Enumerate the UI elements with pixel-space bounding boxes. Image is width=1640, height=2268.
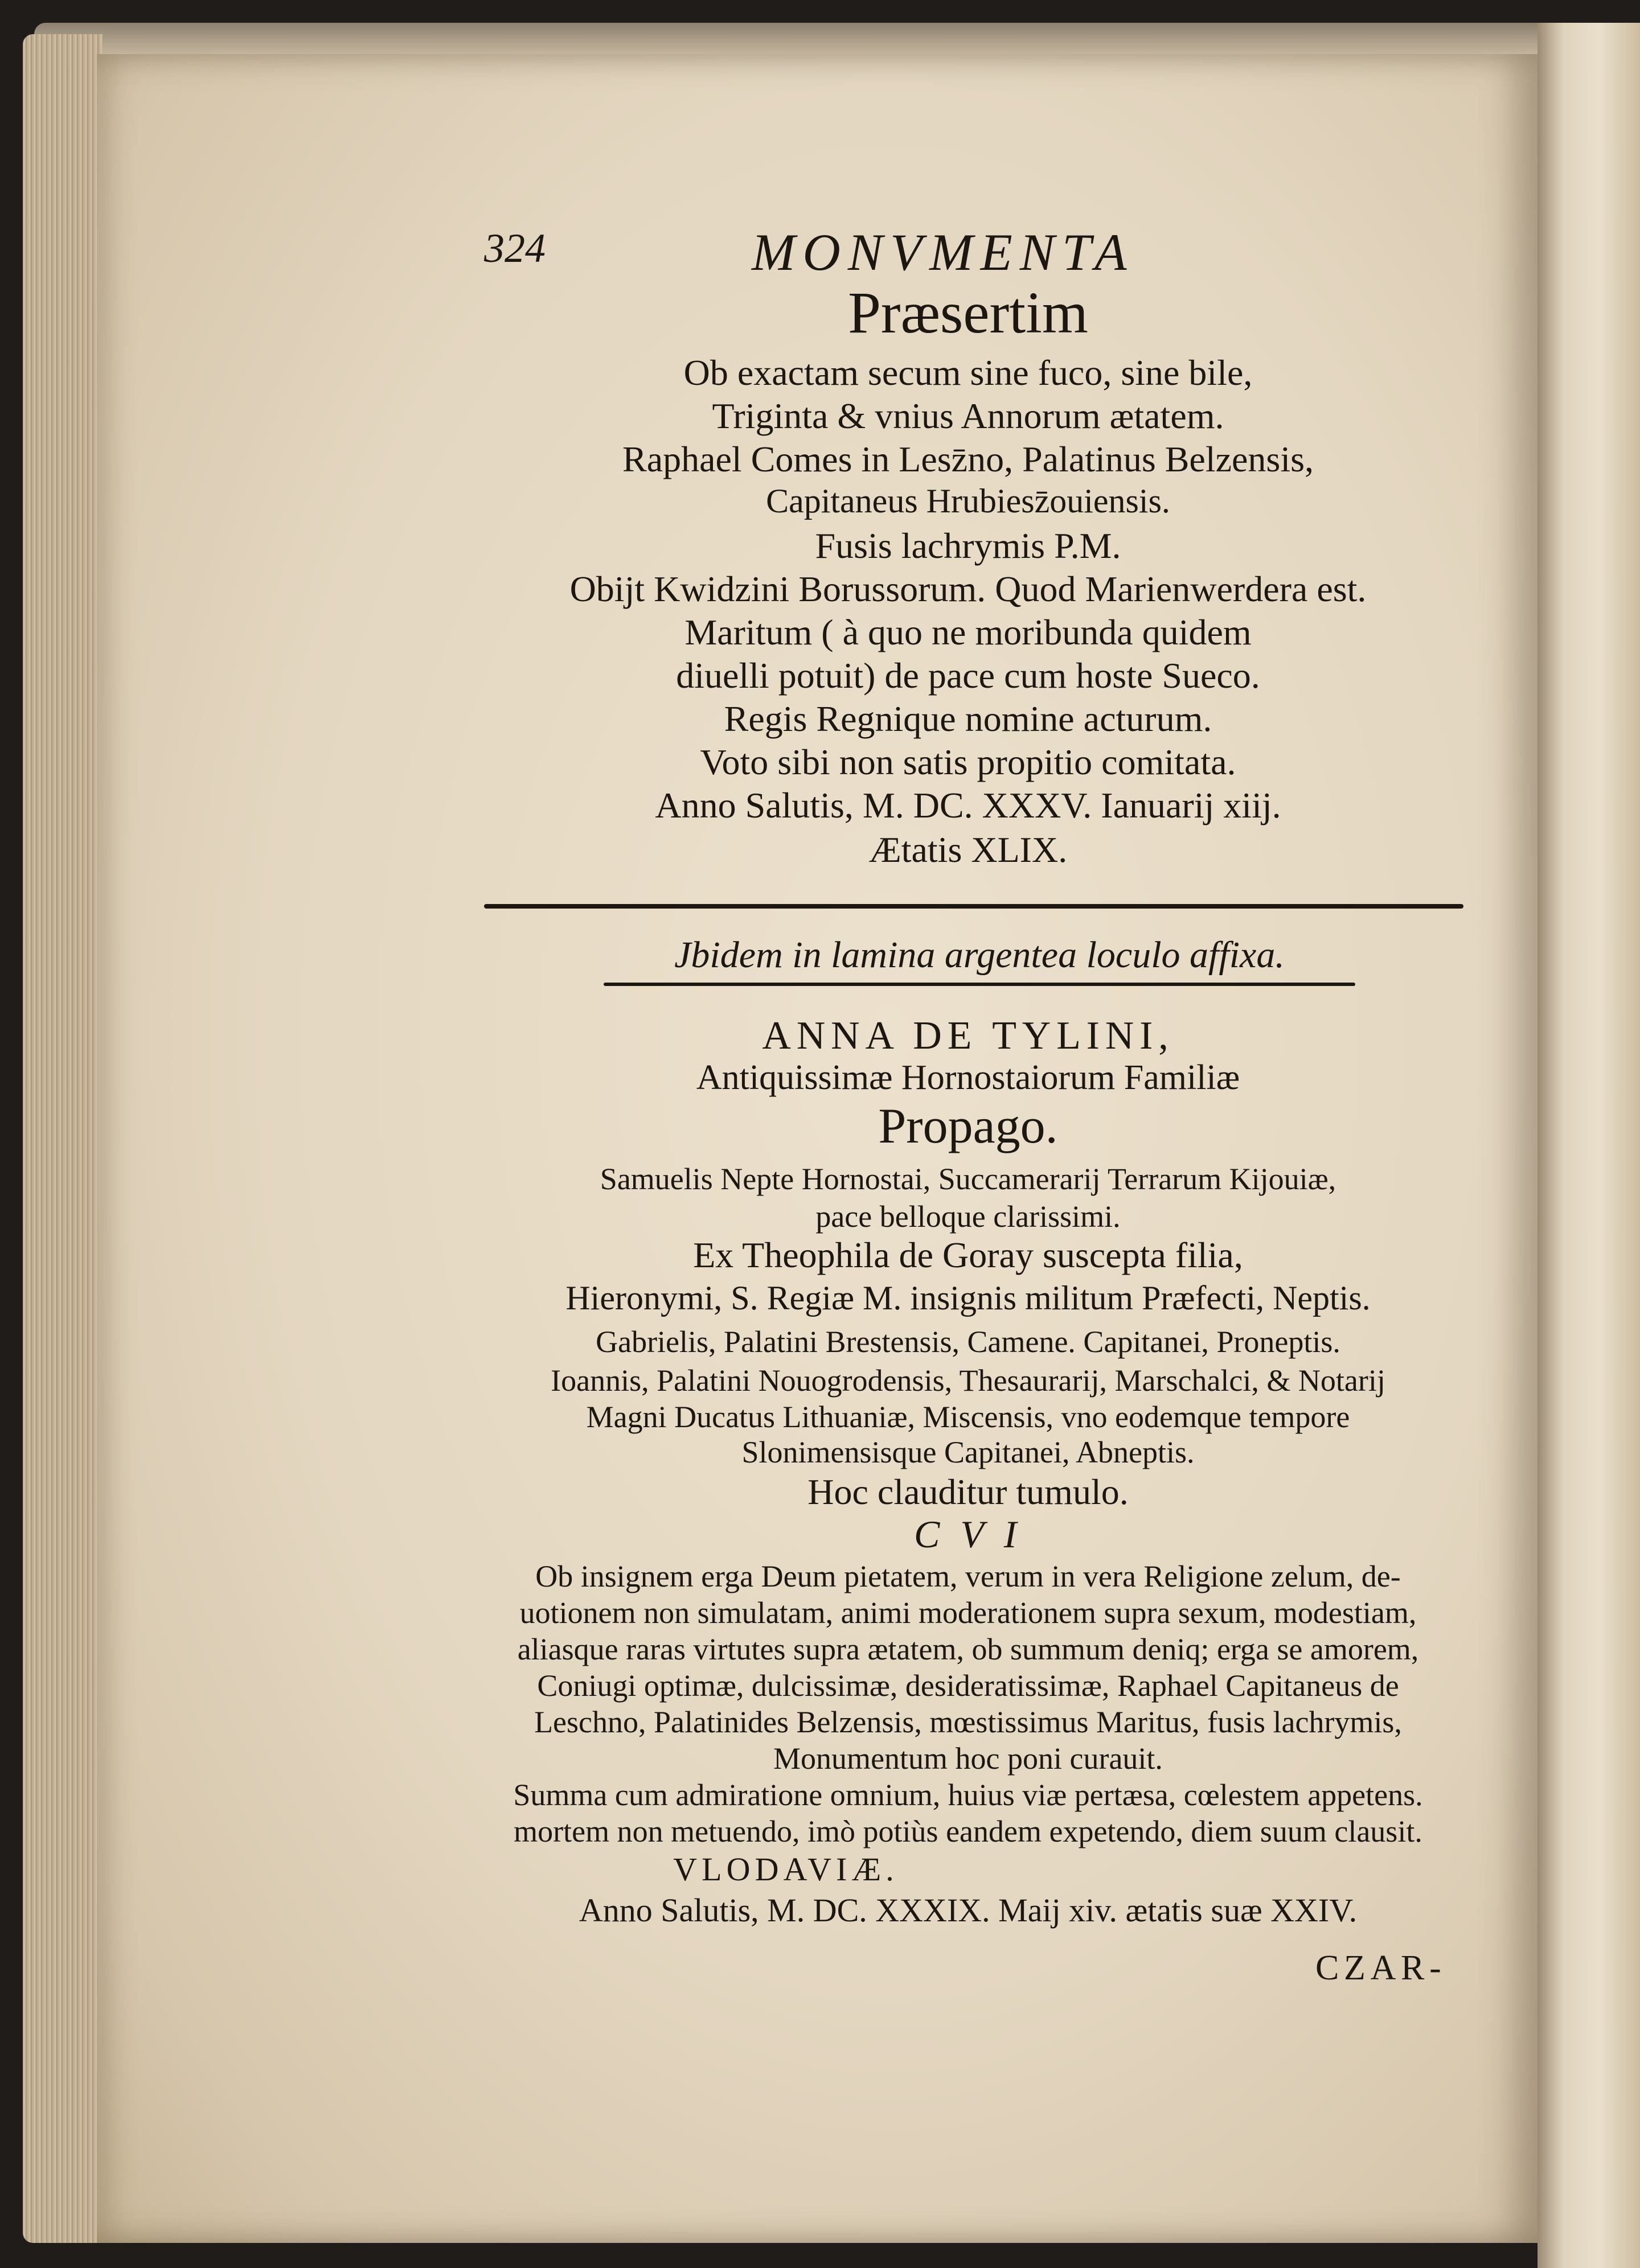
epitaph1-line: Regis Regnique nomine acturum. bbox=[724, 699, 1212, 739]
epitaph2-name: ANNA DE TYLINI, bbox=[762, 1014, 1174, 1058]
epitaph2-line: Anno Salutis, M. DC. XXXIX. Maij xiv. ætatis suæ XXIV. bbox=[579, 1892, 1358, 1929]
epitaph2-line: Hoc clauditur tumulo. bbox=[807, 1472, 1129, 1512]
epitaph2-line: pace belloque clarissimi. bbox=[815, 1199, 1121, 1234]
epitaph2-line: VLODAVIÆ. bbox=[673, 1851, 899, 1888]
epitaph2-line: Ex Theophila de Goray suscepta filia, bbox=[693, 1235, 1243, 1275]
epitaph2-line: Antiquissimæ Hornostaiorum Familiæ bbox=[696, 1058, 1240, 1097]
epitaph2-line: Propago. bbox=[878, 1099, 1058, 1154]
epitaph2-line: Magni Ducatus Lithuaniæ, Miscensis, vno eodemque tempore bbox=[586, 1400, 1350, 1434]
epitaph1-line: Anno Salutis, M. DC. XXXV. Ianuarij xiij. bbox=[655, 785, 1281, 825]
epitaph2-line: Ob insignem erga Deum pietatem, verum in vera Religione zelum, de- bbox=[535, 1559, 1401, 1593]
epitaph2-line: aliasque raras virtutes supra ætatem, ob summum deniq; erga se amorem, bbox=[517, 1632, 1419, 1666]
epitaph2-line: Leschno, Palatinides Belzensis, mœstissimus Maritus, fusis lachrymis, bbox=[534, 1705, 1402, 1739]
epitaph2-line: Monumentum hoc poni curauit. bbox=[773, 1741, 1163, 1776]
epitaph1-line: Raphael Comes in Lesz̄no, Palatinus Belzensis, bbox=[622, 439, 1314, 479]
epitaph2-line: Samuelis Nepte Hornostai, Succamerarij Terrarum Kijouiæ, bbox=[600, 1162, 1336, 1196]
epitaph1-line: Ob exactam secum sine fuco, sine bile, bbox=[683, 352, 1253, 393]
epitaph2-line: Summa cum admiratione omnium, huius viæ pertæsa, cœlestem appetens. bbox=[513, 1778, 1423, 1812]
facing-page-edge bbox=[1538, 23, 1640, 2268]
epitaph2-line: Slonimensisque Capitanei, Abneptis. bbox=[741, 1435, 1195, 1469]
divider-rule bbox=[484, 904, 1463, 909]
page-block-edge bbox=[23, 34, 102, 2243]
book-top-edge bbox=[34, 23, 1572, 57]
epitaph2-line: Coniugi optimæ, dulcissimæ, desideratissimæ, Raphael Capitaneus de bbox=[537, 1669, 1399, 1703]
epitaph2-line: uotionem non simulatam, animi moderationem supra sexum, modestiam, bbox=[519, 1596, 1417, 1630]
epitaph1-line: Obijt Kwidzini Borussorum. Quod Marienwerdera est. bbox=[569, 569, 1367, 609]
epitaph1-line: Fusis lachrymis P.M. bbox=[815, 525, 1121, 566]
catchword: CZAR- bbox=[1315, 1949, 1446, 1987]
epitaph2-line: Ioannis, Palatini Nouogrodensis, Thesaurarij, Marschalci, & Notarij bbox=[551, 1363, 1385, 1398]
epitaph1-line: Capitaneus Hrubiesz̄ouiensis. bbox=[766, 482, 1170, 520]
heading-underline bbox=[604, 983, 1355, 986]
epitaph2-line: Hieronymi, S. Regiæ M. insignis militum Præfecti, Neptis. bbox=[565, 1279, 1371, 1317]
epitaph1-line: Voto sibi non satis propitio comitata. bbox=[700, 742, 1236, 782]
epitaph1-line: Præsertim bbox=[848, 280, 1088, 346]
epitaph1-line: Ætatis XLIX. bbox=[868, 829, 1068, 870]
epitaph2-line: Gabrielis, Palatini Brestensis, Camene. Capitanei, Proneptis. bbox=[596, 1325, 1340, 1359]
epitaph2-line: C V I bbox=[914, 1513, 1022, 1556]
running-title: MONVMENTA bbox=[752, 223, 1134, 281]
page-number: 324 bbox=[484, 225, 546, 271]
section-heading: Jbidem in lamina argentea loculo affixa. bbox=[674, 934, 1285, 976]
epitaph2-line: mortem non metuendo, imò potiùs eandem expetendo, diem suum clausit. bbox=[514, 1814, 1422, 1848]
epitaph1-line: diuelli potuit) de pace cum hoste Sueco. bbox=[676, 655, 1260, 696]
epitaph1-line: Maritum ( à quo ne moribunda quidem bbox=[684, 612, 1252, 652]
epitaph1-line: Triginta & vnius Annorum ætatem. bbox=[712, 396, 1224, 436]
